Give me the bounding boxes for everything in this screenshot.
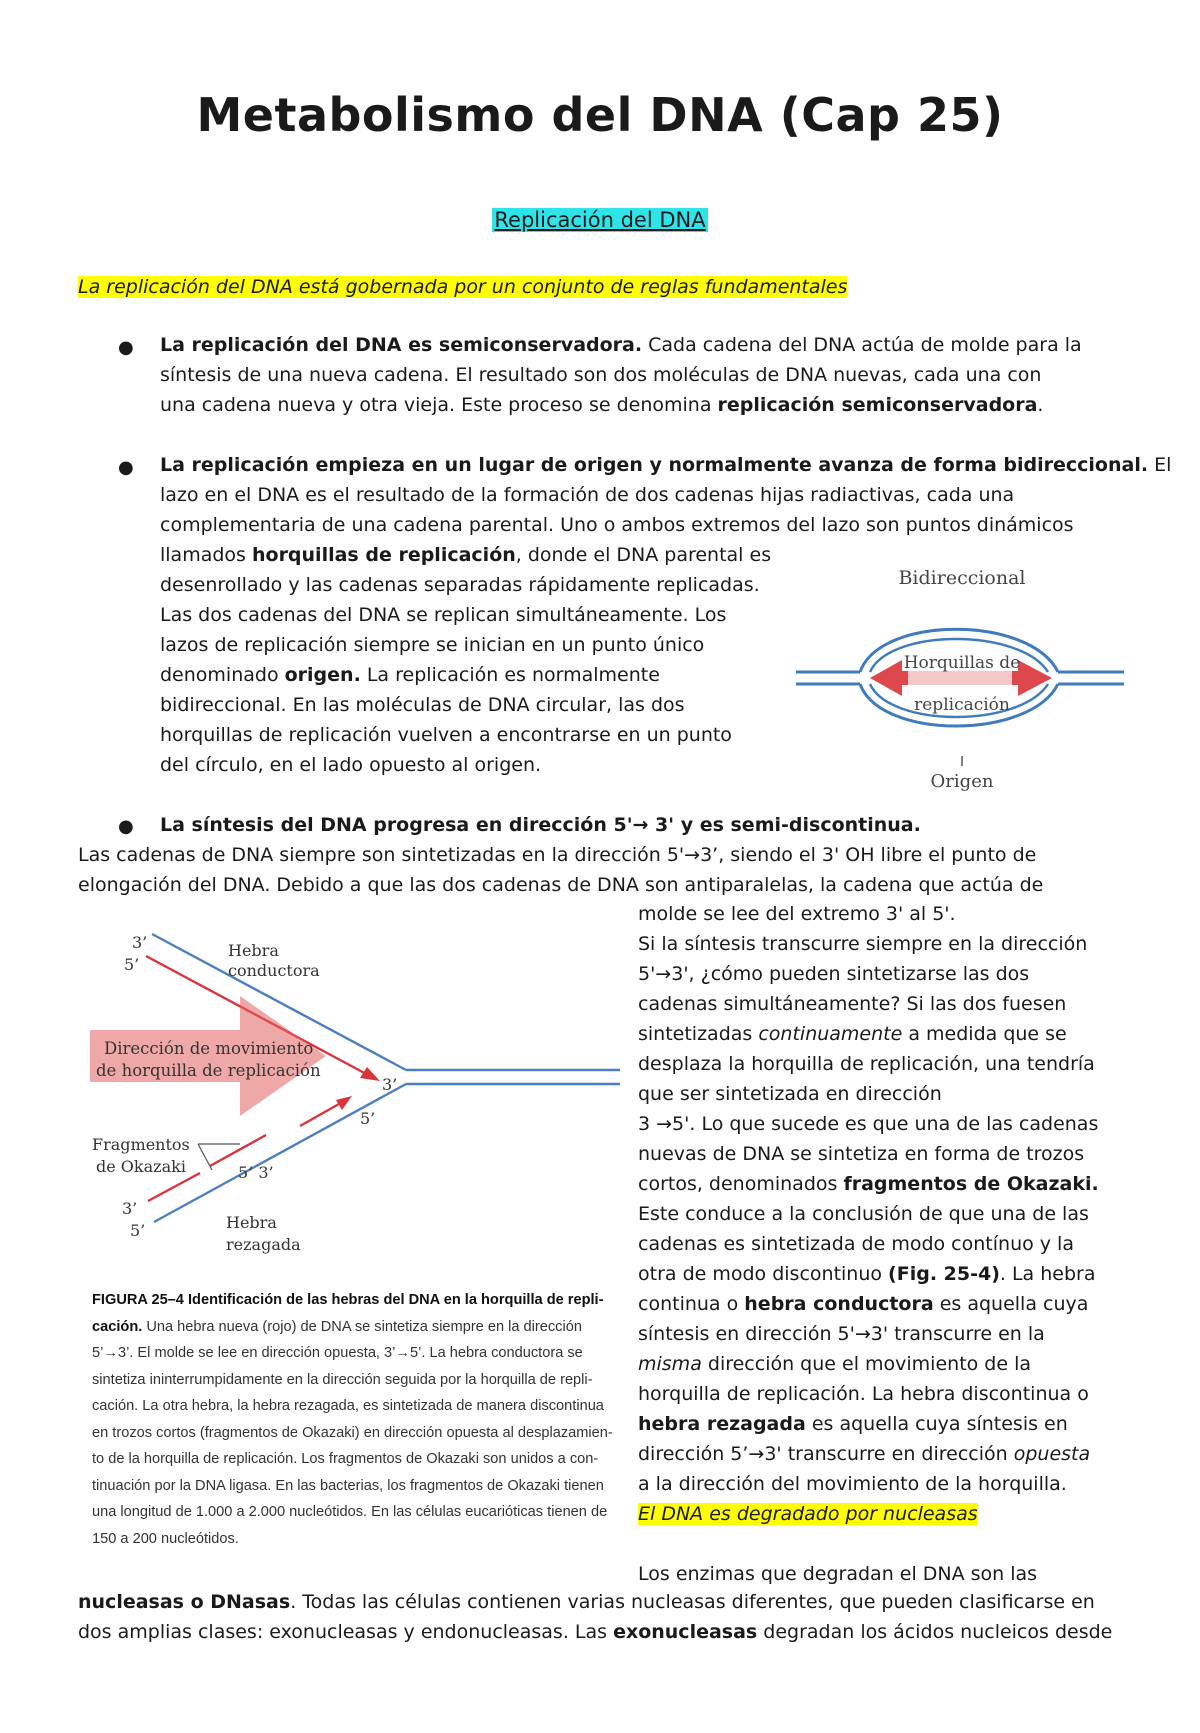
page-title: Metabolismo del DNA (Cap 25) (196, 88, 1004, 142)
label-replicacion: replicación (914, 695, 1010, 715)
label-rezagada: rezagada (226, 1235, 301, 1254)
lead-sentence: La replicación del DNA está gobernada por un conjunto de reglas fundamentales (78, 276, 848, 298)
label-fragmentos: Fragmentos (92, 1135, 190, 1154)
label-origen: Origen (930, 771, 994, 792)
label-5-3: 5’ 3’ (238, 1163, 274, 1182)
label-hebra: Hebra (228, 941, 279, 960)
label-5prime: 5’ (130, 1221, 146, 1240)
label-horquillas: Horquillas de (903, 653, 1021, 673)
bullet1-text: La replicación del DNA es semiconservadora. Cada cadena del DNA actúa de molde para la síntesis de una nueva cadena. El resultado son dos moléculas de DNA nuevas, cada una con una cadena nueva y otra vieja. Este proceso se denomina replicación semiconservadora. (160, 334, 1082, 416)
bullet-dot: ● (118, 337, 134, 358)
label-3prime: 3’ (382, 1075, 398, 1094)
label-conductora: conductora (228, 961, 320, 980)
para3-fullwidth: Las cadenas de DNA siempre son sintetizadas en la dirección 5'→3’, siendo el 3' OH libre el punto de elongación del DNA. Debido a que las dos cadenas de DNA son antiparalelas, la cadena que actúa de (78, 844, 1044, 896)
label-5prime: 5’ (124, 955, 140, 974)
label-3prime: 3’ (122, 1199, 138, 1218)
label-horquilla: de horquilla de replicación (96, 1061, 321, 1080)
bullet3-text: La síntesis del DNA progresa en dirección 5'→ 3' y es semi-discontinua. (160, 814, 921, 836)
bullet-dot: ● (118, 816, 134, 837)
bullet-dot: ● (118, 457, 134, 478)
nucleasas-highlight: El DNA es degradado por nucleasas (638, 1503, 978, 1525)
label-okazaki: de Okazaki (96, 1157, 186, 1176)
bullet2-text: La replicación empieza en un lugar de origen y normalmente avanza de forma bidireccional. El lazo en el DNA es el resultado de la formación de dos cadenas hijas radiactivas, cada una complementaria de una cadena parental. Uno o ambos extremos del lazo son puntos dinámicos llamados horquillas de replicación, donde el DNA parental es desenrollado y las cadenas separadas rápidamente replicadas. Las dos cadenas del DNA se replican simultáneamente. Los lazos de replicación siempre se inician en un punto único denominado origen. La replicación es normalmente bidireccional. En las moléculas de DNA circular, las dos horquillas de replicación vuelven a encontrarse en un punto del círculo, en el lado opuesto al origen. (160, 454, 1172, 776)
bidirectional-replication-figure (790, 560, 1130, 800)
para4: nucleasas o DNasas. Todas las células contienen varias nucleasas diferentes, que pueden clasificarse en dos amplias clases: exonucleasas y endonucleasas. Las exonucleasas degradan los ácidos nucleicos desde (78, 1591, 1113, 1643)
label-hebra: Hebra (226, 1213, 277, 1232)
label-direccion: Dirección de movimiento (104, 1039, 314, 1058)
replication-fork-figure (90, 920, 630, 1272)
figure-caption: FIGURA 25–4 Identificación de las hebras del DNA en la horquilla de repli- cación. Una hebra nueva (rojo) de DNA se sintetiza siempre en la dirección 5’→3’. El molde se lee en dirección opuesta, 3’→5’. La hebra conductora se sintetiza ininterrumpidamente en la dirección seguida por la horquilla de repli- cación. La otra hebra, la hebra rezagada, es sintetizada de manera discontinua en trozos cortos (fragmentos de Okazaki) en dirección opuesta al desplazamien- to de la horquilla de replicación. Los fragmentos de Okazaki son unidos a con- tinuación por la DNA ligasa. En las bacterias, los fragmentos de Okazaki tienen una longitud de 1.000 a 2.000 nucleótidos. En las células eucarióticas tienen de 150 a 200 nucleótidos. (92, 1292, 613, 1547)
section-heading: Replicación del DNA (494, 208, 706, 232)
para3-right-column: molde se lee del extremo 3' al 5'. Si la síntesis transcurre siempre en la dirección 5'→3', ¿cómo pueden sintetizarse las dos cadenas simultáneamente? Si las dos fuesen sintetizadas continuamente a medida que se desplaza la horquilla de replicación, una tendría que ser sintetizada en dirección 3 →5'. Lo que sucede es que una de las cadenas nuevas de DNA se sintetiza en forma de trozos cortos, denominados fragmentos de Okazaki. Este conduce a la conclusión de que una de las cadenas es sintetizada de modo contínuo y la otra de modo discontinuo (Fig. 25-4). La hebra continua o hebra conductora es aquella cuya síntesis en dirección 5'→3' transcurre en la misma dirección que el movimiento de la horquilla de replicación. La hebra discontinua o hebra rezagada es aquella cuya síntesis en dirección 5’→3' transcurre en dirección opuesta a la dirección del movimiento de la horquilla. El DNA es degradado por nucleasas Los enzimas que degradan el DNA son las (638, 903, 1099, 1585)
label-3prime: 3’ (132, 933, 148, 952)
label-5prime: 5’ (360, 1109, 376, 1128)
label-bidireccional: Bidireccional (898, 567, 1026, 589)
